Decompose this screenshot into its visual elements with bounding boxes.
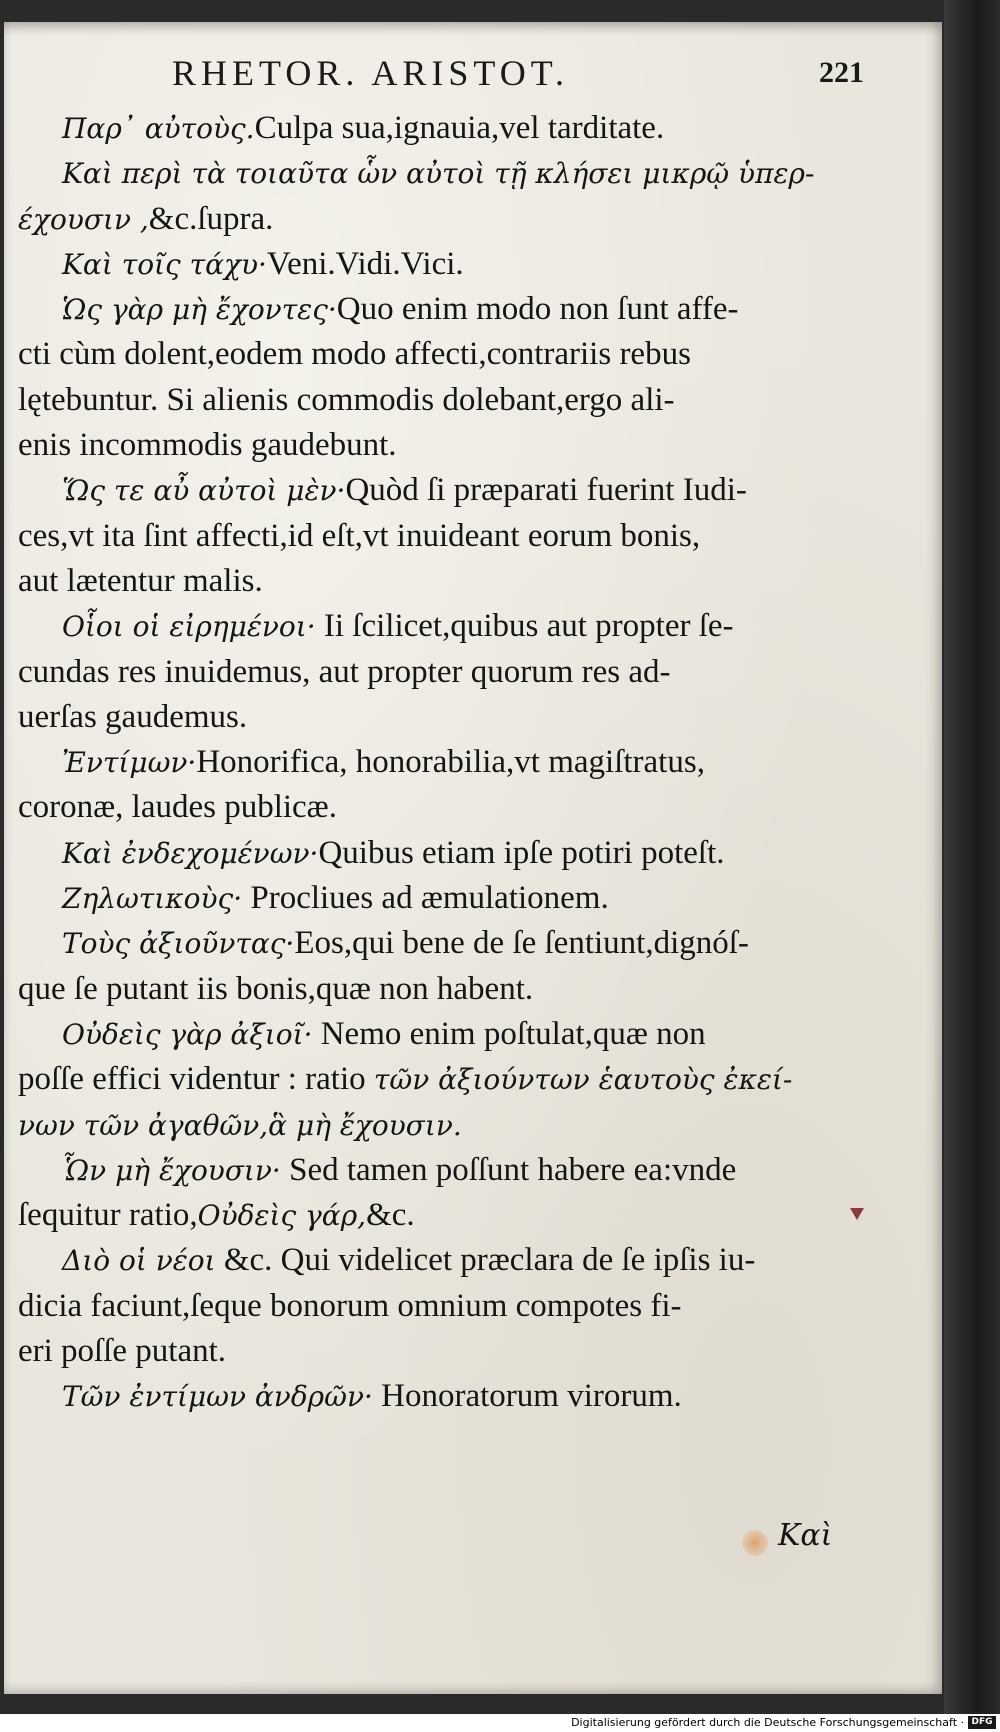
greek-inline: τῶν ἀξιούντων ἑαυτοὺς ἐκεί- [373,1063,793,1097]
greek-lemma: Καὶ περὶ τὰ τοιαῦτα ὧν αὐτοὶ τῇ κλήσει μικρῷ ὑπερ- [62,157,815,191]
text-line [18,650,858,695]
greek-lemma: νων τῶν ἀγαθῶν,ἃ μὴ ἔχουσιν. [18,1108,462,1142]
text-line [18,378,858,423]
text-line [18,332,858,377]
text-line [18,695,858,740]
dfg-logo: DFG [968,1716,996,1729]
greek-lemma: Ἐντίμων· [62,746,197,780]
latin-gloss: Quòd ſi præparati fuerint Iudi- [345,472,747,509]
latin-gloss: eri poſſe putant. [18,1333,227,1370]
latin-gloss: dicia faciunt,ſeque bonorum omnium compotes fi- [18,1287,682,1324]
latin-gloss: Quibus etiam ipſe potiri poteſt. [318,834,725,871]
text-line [18,1193,858,1238]
text-line [18,967,858,1012]
latin-gloss: &c. Qui videlicet præclara de ſe ipſis iu- [215,1242,756,1279]
latin-gloss: ces,vt ita ſint affecti,id eſt,vt inuideant eorum bonis, [18,517,701,554]
greek-lemma: Ζηλωτικοὺς· [62,882,243,916]
page-number: 221 [819,56,864,89]
latin-gloss: aut lætentur malis. [18,562,263,599]
latin-gloss: cti cùm dolent,eodem modo affecti,contrariis rebus [18,336,691,373]
catchword: Καὶ [778,1518,833,1553]
greek-lemma: Τοὺς ἀξιοῦντας· [62,927,295,961]
text-line [18,559,858,604]
running-head: RHETOR. ARISTOT. [172,53,570,93]
greek-lemma: Τῶν ἐντίμων ἀνδρῶν· [62,1380,373,1414]
text-line [18,1238,858,1283]
text-line [18,287,858,332]
greek-lemma: Παρ᾽ αὐτοὺς. [62,112,255,145]
latin-gloss: Honorifica, honorabilia,vt magiſtratus, [196,744,705,781]
digitization-credit: Digitalisierung gefördert durch die Deutsche Forschungsgemeinschaft · [571,1716,964,1729]
paper-stain [742,1530,768,1556]
text-line [18,106,858,151]
latin-gloss: lętebuntur. Si alienis commodis dolebant,ergo ali- [18,381,675,418]
latin-gloss: Veni.Vidi.Vici. [266,245,464,282]
latin-gloss: cundas res inuidemus, aut propter quorum res ad- [18,653,671,690]
text-line [18,423,858,468]
greek-lemma: Οἷοι οἱ εἰρημένοι· [62,610,316,644]
latin-gloss: Procliues ad æmulationem. [242,880,609,917]
text-line [18,197,858,242]
text-line [18,1103,858,1148]
latin-gloss: Honoratorum virorum. [372,1378,682,1415]
latin-gloss: Ii ſcilicet,quibus aut propter ſe- [315,608,734,645]
latin-gloss: coronæ, laudes publicæ. [18,789,337,826]
latin-gloss: enis incommodis gaudebunt. [18,427,397,464]
text-line [18,1284,858,1329]
greek-lemma: Ὧν μὴ ἔχουσιν· [62,1153,281,1187]
text-line [18,1329,858,1374]
book-edge [944,0,1000,1714]
latin-gloss: Eos,qui bene de ſe ſentiunt,dignóſ- [294,925,749,962]
latin-gloss-tail: &c. [366,1197,415,1234]
text-line [18,785,858,830]
book-page [4,22,942,1694]
latin-gloss: &c.ſupra. [148,200,274,237]
text-line [18,921,858,966]
latin-gloss: Culpa sua,ignauia,vel tarditate. [254,110,665,146]
text-line [18,1374,858,1419]
text-line [18,740,858,785]
greek-lemma: Καὶ τοῖς τάχυ· [62,247,267,281]
latin-gloss: Quo enim modo non ſunt affe- [336,291,739,328]
page-shadow [4,22,942,36]
text-line [18,604,858,649]
text-line [18,1057,858,1102]
greek-lemma: Καὶ ἐνδεχομένων· [62,836,319,870]
greek-inline: Οὐδεὶς γάρ, [197,1199,367,1233]
text-line [18,876,858,921]
text-line [18,1012,858,1057]
text-line [18,831,858,876]
latin-gloss: Nemo enim poſtulat,quæ non [312,1015,706,1052]
greek-lemma: έχουσιν , [18,202,149,236]
text-line [18,514,858,559]
latin-gloss: uerſas gaudemus. [18,698,248,735]
latin-gloss: Sed tamen poſſunt habere ea:vnde [280,1151,737,1188]
latin-gloss: poſſe effici videntur : ratio [18,1061,374,1098]
latin-gloss: ſequitur ratio, [18,1197,198,1234]
margin-mark [850,1208,864,1220]
greek-lemma: Οὐδεὶς γὰρ ἀξιοῖ· [62,1017,313,1051]
greek-lemma: Ὥς τε αὖ αὐτοὶ μὲν· [62,474,346,508]
text-body [18,106,858,1420]
greek-lemma: Διὸ οἱ νέοι [62,1244,216,1278]
text-line [18,468,858,513]
text-line [18,242,858,287]
latin-gloss: que ſe putant iis bonis,quæ non habent. [18,970,534,1007]
text-line [18,151,858,196]
greek-lemma: Ὡς γὰρ μὴ ἔχοντες· [62,293,337,327]
text-line [18,1148,858,1193]
